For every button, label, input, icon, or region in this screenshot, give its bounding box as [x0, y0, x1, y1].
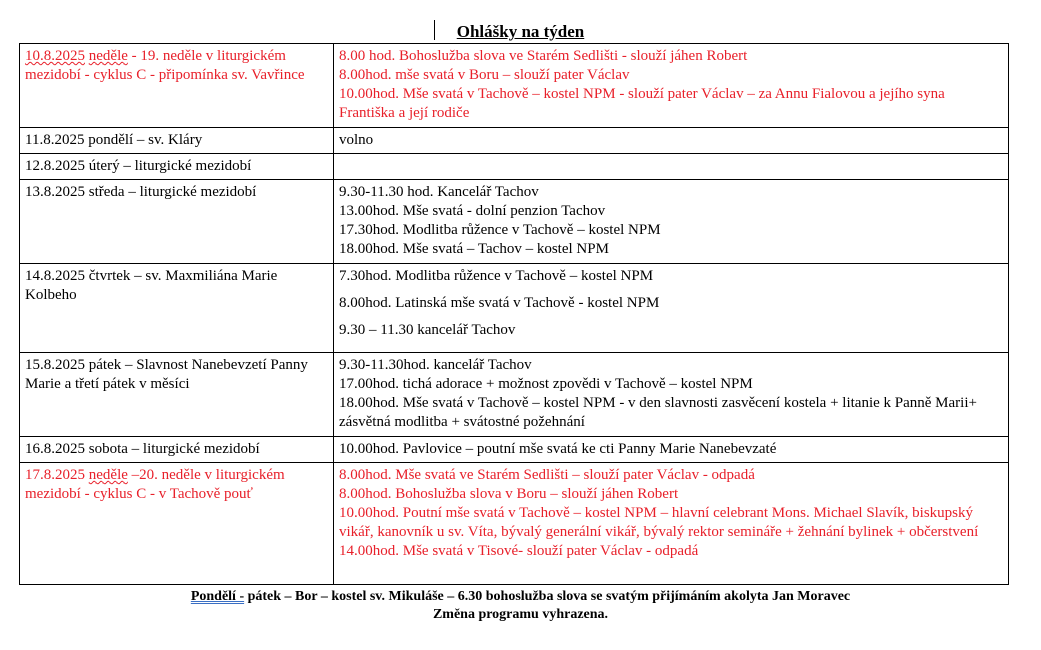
program-line: 9.30 – 11.30 kancelář Tachov — [339, 322, 516, 338]
program-line: 13.00hod. Mše svatá - dolní penzion Tachov — [339, 203, 606, 219]
day-cell: 16.8.2025 sobota – liturgické mezidobí — [20, 437, 334, 463]
program-line: 10.00hod. Pavlovice – poutní mše svatá ke cti Panny Marie Nanebevzaté — [339, 441, 777, 457]
footer-line-2: Změna programu vyhrazena. — [432, 607, 609, 622]
table-row — [20, 264, 1009, 353]
day-weekday: neděle — [88, 467, 128, 483]
day-desc: - 19. neděle v liturgickém mezidobí - cyklus C - připomínka sv. Vavřince — [25, 48, 305, 83]
table-row — [20, 128, 1009, 154]
program-cell — [334, 128, 1009, 154]
program-cell — [334, 463, 1009, 585]
program-cell — [334, 264, 1009, 353]
program-cell — [334, 180, 1009, 264]
program-line: volno — [339, 132, 374, 148]
program-line: 18.00hod. Mše svatá – Tachov – kostel NPM — [339, 241, 609, 257]
table-row — [20, 463, 1009, 585]
day-cell: 11.8.2025 pondělí – sv. Kláry — [20, 128, 334, 154]
day-desc: –20. neděle v liturgickém mezidobí - cyklus C - v Tachově pouť — [25, 467, 285, 502]
footer-line-1 — [0, 588, 1041, 606]
day-cell — [20, 44, 334, 128]
program-cell — [334, 437, 1009, 463]
table-row — [20, 180, 1009, 264]
day-cell: 12.8.2025 úterý – liturgické mezidobí — [20, 154, 334, 180]
table-row — [20, 44, 1009, 128]
footer-lead: Pondělí - — [190, 589, 245, 604]
program-line: 9.30-11.30 hod. Kancelář Tachov — [339, 184, 539, 200]
day-date: 17.8.2025 — [25, 467, 89, 483]
day-cell — [20, 463, 334, 585]
page-title: Ohlášky na týden — [456, 22, 585, 41]
program-line: 8.00hod. Latinská mše svatá v Tachově - kostel NPM — [339, 295, 660, 311]
footer-rest: pátek – Bor – kostel sv. Mikuláše – 6.30 bohoslužba slova se svatým přijímáním akolyta Jan Moravec — [244, 589, 851, 604]
program-line: 18.00hod. Mše svatá v Tachově – kostel NPM - v den slavnosti zasvěcení kostela + litanie k Panně Marii+ zásvětná modlitba + svátostné požehnání — [339, 395, 977, 430]
schedule-table — [19, 43, 1009, 585]
day-weekday: neděle — [88, 48, 128, 64]
table-row — [20, 353, 1009, 437]
program-line: 10.00hod. Mše svatá v Tachově – kostel NPM - slouží pater Václav – za Annu Fialovou a jejího syna Františka a její rodiče — [339, 86, 945, 121]
program-line: 8.00 hod. Bohoslužba slova ve Starém Sedlišti - slouží jáhen Robert — [339, 48, 748, 64]
program-line: 8.00hod. Bohoslužba slova v Boru – slouží jáhen Robert — [339, 486, 679, 502]
program-line: 17.30hod. Modlitba růžence v Tachově – kostel NPM — [339, 222, 661, 238]
program-line: 7.30hod. Modlitba růžence v Tachově – kostel NPM — [339, 268, 654, 284]
program-line: 17.00hod. tichá adorace + možnost zpovědi v Tachově – kostel NPM — [339, 376, 753, 392]
day-date: 10.8.2025 — [25, 48, 85, 64]
day-cell: 15.8.2025 pátek – Slavnost Nanebevzetí Panny Marie a třetí pátek v měsíci — [20, 353, 334, 437]
program-cell — [334, 154, 1009, 180]
program-line: 10.00hod. Poutní mše svatá v Tachově – kostel NPM – hlavní celebrant Mons. Michael Slavík, biskupský vikář, kanovník u sv. Víta, bývalý generální vikář, bývalý rektor semináře + žehnání bylinek + občerstvení — [339, 505, 979, 540]
day-cell: 14.8.2025 čtvrtek – sv. Maxmiliána Marie Kolbeho — [20, 264, 334, 353]
program-cell — [334, 44, 1009, 128]
program-line: 9.30-11.30hod. kancelář Tachov — [339, 357, 532, 373]
day-cell: 13.8.2025 středa – liturgické mezidobí — [20, 180, 334, 264]
program-cell — [334, 353, 1009, 437]
program-line: 14.00hod. Mše svatá v Tisové- slouží pater Václav - odpadá — [339, 543, 699, 559]
table-row — [20, 154, 1009, 180]
program-line: 8.00hod. Mše svatá ve Starém Sedlišti – slouží pater Václav - odpadá — [339, 467, 755, 483]
table-row — [20, 437, 1009, 463]
program-line: 8.00hod. mše svatá v Boru – slouží pater Václav — [339, 67, 630, 83]
